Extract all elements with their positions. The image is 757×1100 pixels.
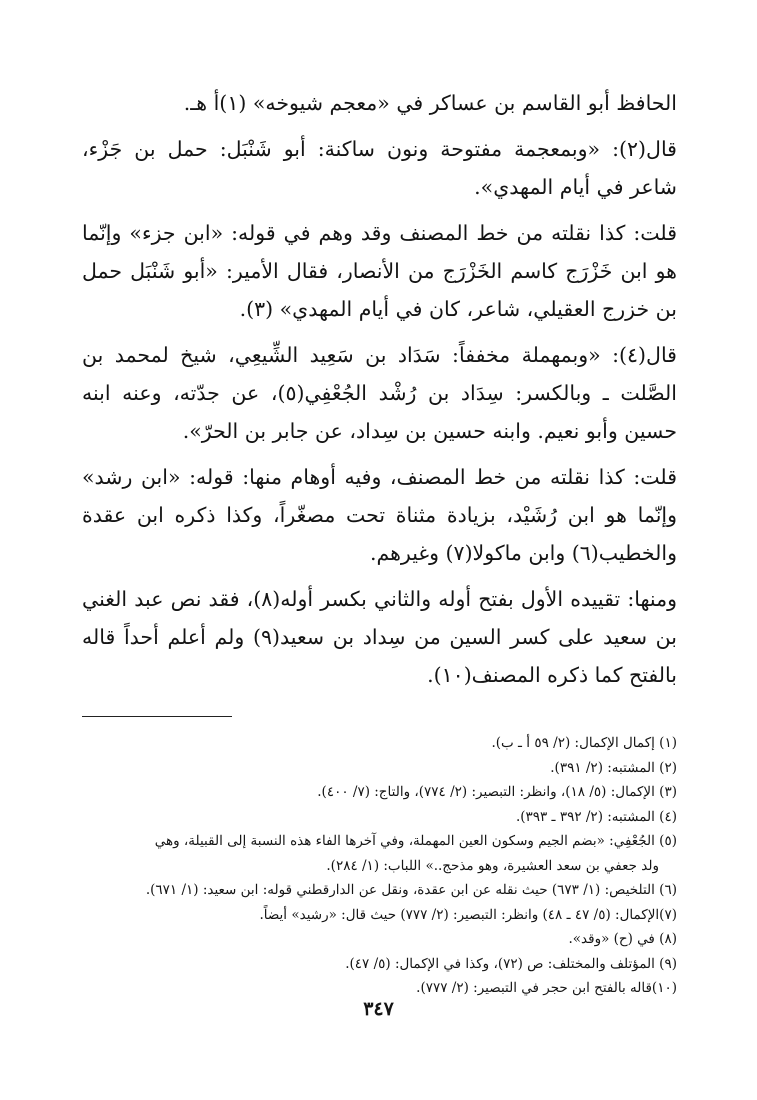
footnote-5: (٥) الجُعْفِي: «بضم الجيم وسكون العين المهملة، وفي آخرها الفاء هذه النسبة إلى القبيلة، وهي <box>154 833 677 849</box>
paragraph-3: قلت: كذا نقلته من خط المصنف وقد وهم في قوله: «ابن جزء» وإنّما هو ابن خَزْرَج كاسم الخَزْرَج من الأنصار، فقال الأمير: «أبو شَنْبَل حمل بن خزرج العقيلي، شاعر، كان في أيام المهدي» (٣). <box>82 221 677 321</box>
paragraph-6: ومنها: تقييده الأول بفتح أوله والثاني بكسر أوله(٨)، فقد نص عبد الغني بن سعيد على كسر السين من سِداد بن سعيد(٩) ولم أعلم أحداً قاله بالفتح كما ذكره المصنف(١٠). <box>82 587 677 687</box>
footnotes <box>82 731 677 1001</box>
footnote-7: (٧)الإكمال: (٥/ ٤٧ ـ ٤٨) وانظر: التبصير: (٢/ ٧٧٧) حيث قال: «رشيد» أيضاً. <box>259 906 677 923</box>
paragraph-5: قلت: كذا نقلته من خط المصنف، وفيه أوهام منها: قوله: «ابن رشد» وإنّما هو ابن رُشَيْد، بزيادة مثناة تحت مصغّراً، وكذا ذكره ابن عقدة والخطيب(٦) وابن ماكولا(٧) وغيرهم. <box>82 465 677 565</box>
footnote-2: (٢) المشتبه: (٢/ ٣٩١). <box>550 759 677 776</box>
page-body <box>82 84 677 1001</box>
footnote-9: (٩) المؤتلف والمختلف: ص (٧٢)، وكذا في الإكمال: (٥/ ٤٧). <box>345 955 677 972</box>
paragraph-2: قال(٢): «وبمعجمة مفتوحة ونون ساكنة: أبو شَنْبَل: حمل بن جَزْء، شاعر في أيام المهدي». <box>82 137 677 199</box>
page-number: ٣٤٧ <box>363 998 394 1020</box>
paragraph-4: قال(٤): «وبمهملة مخففاً: سَدَاد بن سَعِيد الشِّيعِي، شيخ لمحمد بن الصَّلت ـ وبالكسر: سِدَاد بن رُشْد الجُعْفِي(٥)، عن جدّته، وعنه ابنه حسين وأبو نعيم. وابنه حسين بن سِداد، عن جابر بن الحرّ». <box>82 343 678 443</box>
footnote-5-continuation: ولد جعفي بن سعد العشيرة، وهو مذحج..» اللباب: (١/ ٢٨٤). <box>326 857 659 874</box>
footnote-1: (١) إكمال الإكمال: (٢/ ٥٩ أ ـ ب). <box>491 735 677 751</box>
footnote-4: (٤) المشتبه: (٢/ ٣٩٢ ـ ٣٩٣). <box>515 808 677 825</box>
footnote-8: (٨) في (ح) «وقد». <box>568 931 677 947</box>
footnote-3: (٣) الإكمال: (٥/ ١٨)، وانظر: التبصير: (٢/ ٧٧٤)، والتاج: (٧/ ٤٠٠). <box>317 784 677 800</box>
footnote-separator <box>82 716 232 717</box>
footnote-10: (١٠)قاله بالفتح ابن حجر في التبصير: (٢/ ٧٧٧). <box>416 980 677 996</box>
footnote-6: (٦) التلخيص: (١/ ٦٧٣) حيث نقله عن ابن عقدة، ونقل عن الدارقطني قوله: ابن سعيد: (١/ ٦٧١). <box>145 882 677 898</box>
paragraph-1: الحافظ أبو القاسم بن عساكر في «معجم شيوخه» (١)أ هـ. <box>183 91 677 115</box>
